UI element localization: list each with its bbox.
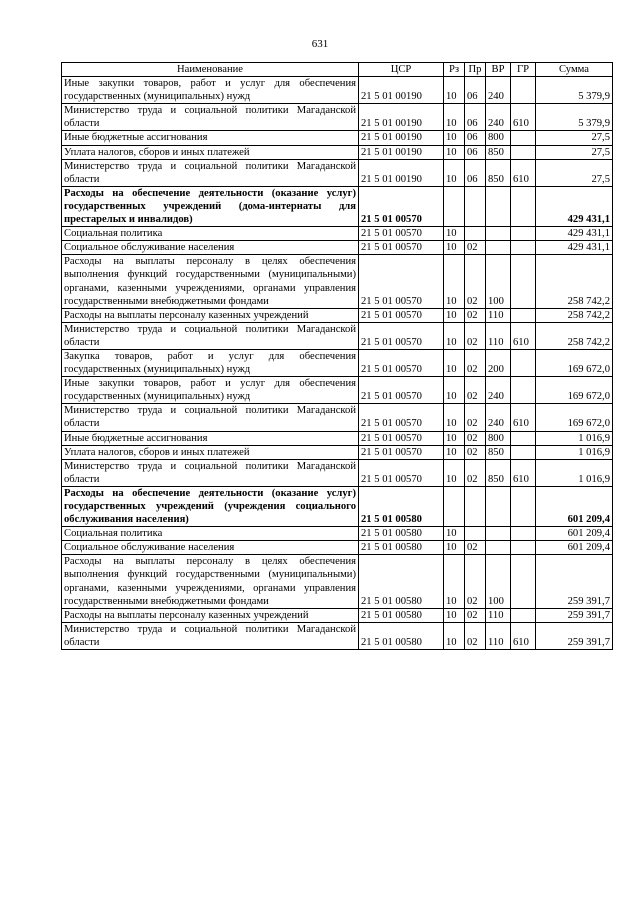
cell-csr: 21 5 01 00190 <box>359 77 444 104</box>
table-row <box>62 227 613 241</box>
cell-sum: 27,5 <box>536 145 613 159</box>
cell-pr: 02 <box>465 445 486 459</box>
cell-gr <box>511 445 536 459</box>
cell-vr: 800 <box>486 431 511 445</box>
cell-vr: 240 <box>486 77 511 104</box>
cell-sum: 429 431,1 <box>536 241 613 255</box>
cell-gr <box>511 145 536 159</box>
cell-gr <box>511 255 536 308</box>
cell-vr: 240 <box>486 377 511 404</box>
cell-gr <box>511 131 536 145</box>
table-body <box>62 77 613 650</box>
header-pr: Пр <box>465 63 486 77</box>
cell-csr: 21 5 01 00190 <box>359 159 444 186</box>
page-number: 631 <box>311 38 329 50</box>
cell-rz: 10 <box>444 308 465 322</box>
cell-gr <box>511 227 536 241</box>
cell-name: Министерство труда и социальной политики Магаданской области <box>62 159 359 186</box>
cell-rz <box>444 486 465 526</box>
cell-csr: 21 5 01 00580 <box>359 622 444 649</box>
table-row <box>62 145 613 159</box>
cell-vr: 100 <box>486 555 511 608</box>
table-row <box>62 241 613 255</box>
cell-rz: 10 <box>444 241 465 255</box>
header-name: Наименование <box>62 63 359 77</box>
table-row <box>62 486 613 526</box>
cell-sum: 429 431,1 <box>536 227 613 241</box>
cell-csr: 21 5 01 00570 <box>359 431 444 445</box>
table-header-row <box>62 63 613 77</box>
cell-gr: 610 <box>511 459 536 486</box>
cell-vr <box>486 527 511 541</box>
cell-rz: 10 <box>444 349 465 376</box>
cell-gr <box>511 377 536 404</box>
cell-csr: 21 5 01 00580 <box>359 608 444 622</box>
cell-name: Социальная политика <box>62 227 359 241</box>
cell-name: Расходы на обеспечение деятельности (оказание услуг) государственных учреждений (дома-интернаты для престарелых и инвалидов) <box>62 186 359 226</box>
cell-pr: 02 <box>465 241 486 255</box>
cell-name: Иные бюджетные ассигнования <box>62 431 359 445</box>
cell-sum: 1 016,9 <box>536 459 613 486</box>
table-row <box>62 459 613 486</box>
cell-csr: 21 5 01 00580 <box>359 527 444 541</box>
cell-rz: 10 <box>444 77 465 104</box>
cell-name: Расходы на обеспечение деятельности (оказание услуг) государственных учреждений (учреждения социального обслуживания населения) <box>62 486 359 526</box>
budget-table <box>61 62 613 650</box>
cell-pr: 02 <box>465 622 486 649</box>
cell-gr: 610 <box>511 104 536 131</box>
cell-pr: 06 <box>465 104 486 131</box>
cell-rz: 10 <box>444 104 465 131</box>
cell-name: Социальная политика <box>62 527 359 541</box>
cell-gr <box>511 431 536 445</box>
cell-csr: 21 5 01 00570 <box>359 186 444 226</box>
cell-gr: 610 <box>511 322 536 349</box>
cell-csr: 21 5 01 00570 <box>359 227 444 241</box>
cell-csr: 21 5 01 00190 <box>359 145 444 159</box>
cell-pr: 06 <box>465 145 486 159</box>
cell-rz: 10 <box>444 527 465 541</box>
cell-vr: 240 <box>486 404 511 431</box>
cell-pr: 02 <box>465 541 486 555</box>
cell-sum: 169 672,0 <box>536 349 613 376</box>
table-row <box>62 349 613 376</box>
cell-vr: 850 <box>486 159 511 186</box>
cell-name: Расходы на выплаты персоналу казенных учреждений <box>62 308 359 322</box>
cell-sum: 27,5 <box>536 131 613 145</box>
cell-csr: 21 5 01 00570 <box>359 241 444 255</box>
cell-csr: 21 5 01 00570 <box>359 404 444 431</box>
table-row <box>62 104 613 131</box>
cell-vr <box>486 227 511 241</box>
cell-rz: 10 <box>444 459 465 486</box>
cell-pr: 02 <box>465 459 486 486</box>
cell-name: Министерство труда и социальной политики Магаданской области <box>62 404 359 431</box>
table-row <box>62 186 613 226</box>
cell-csr: 21 5 01 00570 <box>359 349 444 376</box>
cell-gr <box>511 308 536 322</box>
cell-name: Иные закупки товаров, работ и услуг для обеспечения государственных (муниципальных) нужд <box>62 77 359 104</box>
cell-vr: 100 <box>486 255 511 308</box>
cell-name: Иные бюджетные ассигнования <box>62 131 359 145</box>
cell-rz: 10 <box>444 377 465 404</box>
cell-pr: 02 <box>465 308 486 322</box>
cell-pr: 02 <box>465 404 486 431</box>
cell-csr: 21 5 01 00570 <box>359 255 444 308</box>
cell-pr: 02 <box>465 255 486 308</box>
table-row <box>62 445 613 459</box>
cell-pr: 06 <box>465 77 486 104</box>
table-row <box>62 541 613 555</box>
cell-csr: 21 5 01 00570 <box>359 322 444 349</box>
cell-vr <box>486 241 511 255</box>
cell-sum: 5 379,9 <box>536 77 613 104</box>
cell-vr <box>486 486 511 526</box>
cell-vr: 110 <box>486 622 511 649</box>
cell-csr: 21 5 01 00570 <box>359 445 444 459</box>
cell-rz: 10 <box>444 227 465 241</box>
cell-name: Министерство труда и социальной политики Магаданской области <box>62 622 359 649</box>
table-row <box>62 555 613 608</box>
table-row <box>62 322 613 349</box>
cell-name: Министерство труда и социальной политики Магаданской области <box>62 322 359 349</box>
cell-sum: 27,5 <box>536 159 613 186</box>
cell-rz: 10 <box>444 131 465 145</box>
cell-name: Расходы на выплаты персоналу в целях обеспечения выполнения функций государственными (муниципальными) органами, казенными учреждениями, органами управления государственными внебюджетными фондами <box>62 555 359 608</box>
table-row <box>62 608 613 622</box>
cell-sum: 259 391,7 <box>536 555 613 608</box>
cell-sum: 1 016,9 <box>536 431 613 445</box>
cell-rz: 10 <box>444 445 465 459</box>
cell-sum: 259 391,7 <box>536 622 613 649</box>
cell-vr: 800 <box>486 131 511 145</box>
cell-csr: 21 5 01 00580 <box>359 486 444 526</box>
table-row <box>62 159 613 186</box>
cell-rz: 10 <box>444 322 465 349</box>
cell-pr: 06 <box>465 131 486 145</box>
cell-name: Иные закупки товаров, работ и услуг для обеспечения государственных (муниципальных) нужд <box>62 377 359 404</box>
cell-rz: 10 <box>444 541 465 555</box>
cell-pr: 02 <box>465 322 486 349</box>
cell-name: Закупка товаров, работ и услуг для обеспечения государственных (муниципальных) нужд <box>62 349 359 376</box>
cell-vr <box>486 186 511 226</box>
cell-gr: 610 <box>511 404 536 431</box>
cell-pr <box>465 527 486 541</box>
cell-gr <box>511 486 536 526</box>
cell-name: Министерство труда и социальной политики Магаданской области <box>62 459 359 486</box>
cell-pr: 02 <box>465 349 486 376</box>
cell-rz: 10 <box>444 404 465 431</box>
cell-sum: 601 209,4 <box>536 486 613 526</box>
cell-name: Расходы на выплаты персоналу в целях обеспечения выполнения функций государственными (муниципальными) органами, казенными учреждениями, органами управления государственными внебюджетными фондами <box>62 255 359 308</box>
header-vr: ВР <box>486 63 511 77</box>
cell-sum: 258 742,2 <box>536 255 613 308</box>
cell-vr <box>486 541 511 555</box>
cell-name: Расходы на выплаты персоналу казенных учреждений <box>62 608 359 622</box>
cell-gr <box>511 349 536 376</box>
cell-vr: 110 <box>486 608 511 622</box>
cell-name: Министерство труда и социальной политики Магаданской области <box>62 104 359 131</box>
cell-gr <box>511 77 536 104</box>
cell-name: Социальное обслуживание населения <box>62 241 359 255</box>
table-row <box>62 431 613 445</box>
cell-csr: 21 5 01 00570 <box>359 377 444 404</box>
table-row <box>62 255 613 308</box>
table-row <box>62 622 613 649</box>
cell-rz: 10 <box>444 159 465 186</box>
cell-rz: 10 <box>444 622 465 649</box>
cell-name: Социальное обслуживание населения <box>62 541 359 555</box>
header-rz: Рз <box>444 63 465 77</box>
cell-sum: 429 431,1 <box>536 186 613 226</box>
cell-gr <box>511 527 536 541</box>
cell-rz: 10 <box>444 555 465 608</box>
cell-csr: 21 5 01 00570 <box>359 459 444 486</box>
table-row <box>62 308 613 322</box>
cell-pr <box>465 186 486 226</box>
cell-sum: 601 209,4 <box>536 527 613 541</box>
cell-csr: 21 5 01 00580 <box>359 555 444 608</box>
cell-sum: 258 742,2 <box>536 322 613 349</box>
cell-name: Уплата налогов, сборов и иных платежей <box>62 145 359 159</box>
cell-csr: 21 5 01 00570 <box>359 308 444 322</box>
cell-pr <box>465 227 486 241</box>
cell-pr <box>465 486 486 526</box>
table-row <box>62 77 613 104</box>
cell-gr: 610 <box>511 159 536 186</box>
table-row <box>62 131 613 145</box>
cell-vr: 850 <box>486 445 511 459</box>
cell-vr: 240 <box>486 104 511 131</box>
cell-gr <box>511 608 536 622</box>
cell-vr: 200 <box>486 349 511 376</box>
cell-sum: 169 672,0 <box>536 404 613 431</box>
cell-gr <box>511 241 536 255</box>
cell-vr: 850 <box>486 459 511 486</box>
cell-gr <box>511 186 536 226</box>
cell-sum: 259 391,7 <box>536 608 613 622</box>
cell-name: Уплата налогов, сборов и иных платежей <box>62 445 359 459</box>
cell-pr: 02 <box>465 608 486 622</box>
cell-pr: 02 <box>465 431 486 445</box>
cell-pr: 02 <box>465 555 486 608</box>
cell-vr: 850 <box>486 145 511 159</box>
cell-csr: 21 5 01 00580 <box>359 541 444 555</box>
cell-rz <box>444 186 465 226</box>
cell-sum: 258 742,2 <box>536 308 613 322</box>
cell-rz: 10 <box>444 608 465 622</box>
header-csr: ЦСР <box>359 63 444 77</box>
cell-rz: 10 <box>444 431 465 445</box>
cell-gr <box>511 555 536 608</box>
cell-rz: 10 <box>444 145 465 159</box>
cell-csr: 21 5 01 00190 <box>359 104 444 131</box>
table-row <box>62 527 613 541</box>
cell-sum: 169 672,0 <box>536 377 613 404</box>
cell-pr: 06 <box>465 159 486 186</box>
cell-sum: 1 016,9 <box>536 445 613 459</box>
cell-sum: 601 209,4 <box>536 541 613 555</box>
table-row <box>62 377 613 404</box>
cell-gr <box>511 541 536 555</box>
cell-rz: 10 <box>444 255 465 308</box>
cell-pr: 02 <box>465 377 486 404</box>
header-gr: ГР <box>511 63 536 77</box>
cell-vr: 110 <box>486 308 511 322</box>
table-row <box>62 404 613 431</box>
cell-sum: 5 379,9 <box>536 104 613 131</box>
cell-gr: 610 <box>511 622 536 649</box>
header-sum: Сумма <box>536 63 613 77</box>
cell-csr: 21 5 01 00190 <box>359 131 444 145</box>
cell-vr: 110 <box>486 322 511 349</box>
